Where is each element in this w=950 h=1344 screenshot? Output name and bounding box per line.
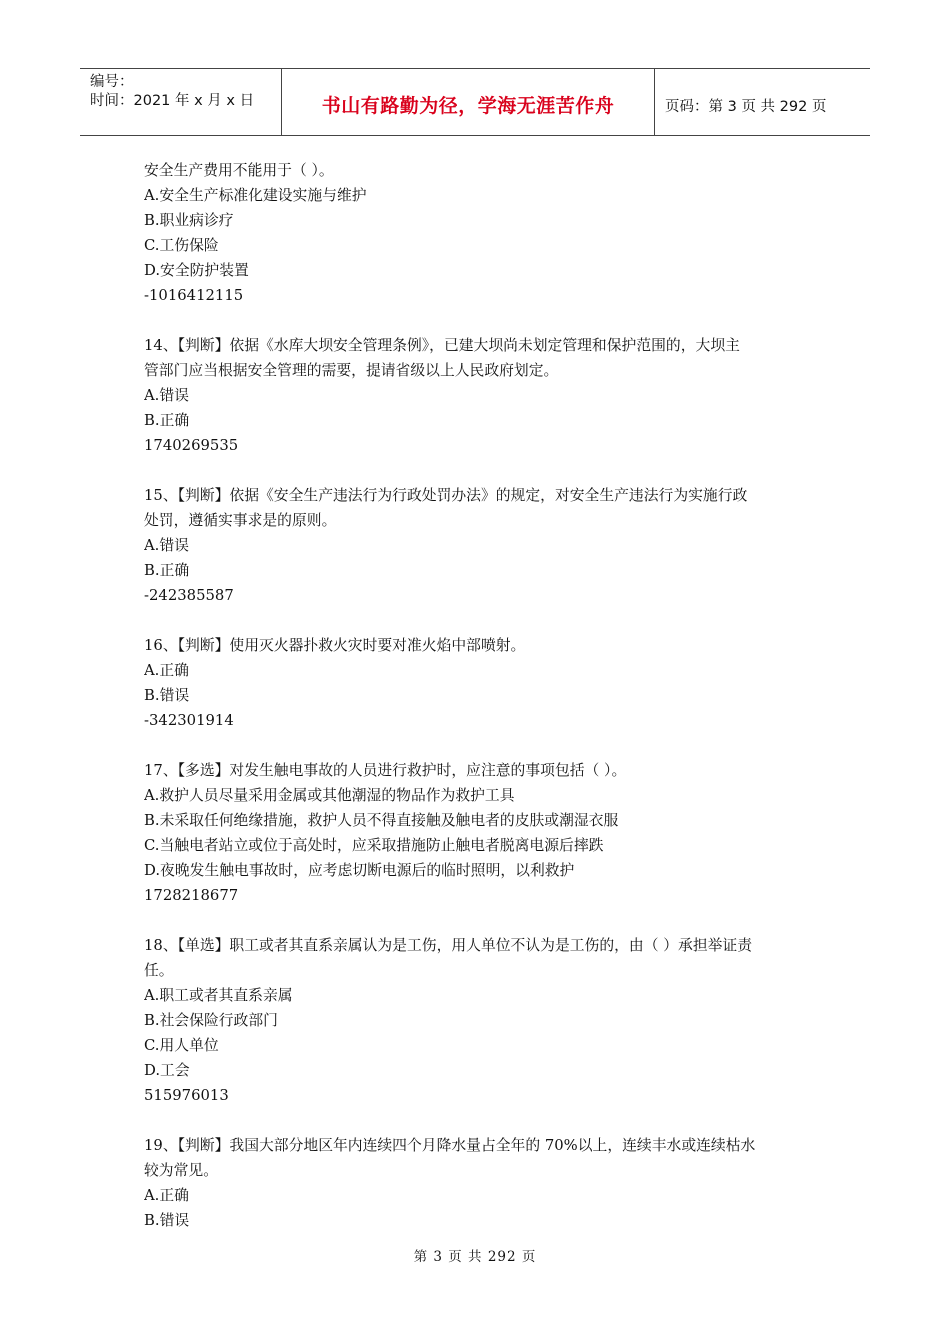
text-line: B.社会保险行政部门 <box>144 1012 278 1029</box>
text-line: 515976013 <box>144 1087 229 1104</box>
text-line: A.错误 <box>144 537 189 554</box>
header-meta <box>80 69 282 135</box>
text-line: 16、【判断】使用灭火器扑救火灾时要对准火焰中部喷射。 <box>144 637 526 654</box>
paragraph-gap <box>144 458 816 483</box>
text-line: A.安全生产标准化建设实施与维护 <box>144 187 367 204</box>
text-line: -1016412115 <box>144 287 244 304</box>
text-line: A.正确 <box>144 1187 189 1204</box>
paragraph-gap <box>144 908 816 933</box>
header-motto-cell <box>282 69 655 135</box>
text-line: B.未采取任何绝缘措施，救护人员不得直接触及触电者的皮肤或潮湿衣服 <box>144 812 619 829</box>
text-line: A.职工或者其直系亲属 <box>144 987 293 1004</box>
text-line: 15、【判断】依据《安全生产违法行为行政处罚办法》的规定，对安全生产违法行为实施行政 <box>144 487 748 504</box>
text-line: -342301914 <box>144 712 234 729</box>
text-line: 18、【单选】职工或者其直系亲属认为是工伤，用人单位不认为是工伤的，由（ ）承担举证责 <box>144 937 753 954</box>
text-line: 14、【判断】依据《水库大坝安全管理条例》，已建大坝尚未划定管理和保护范围的，大坝主 <box>144 337 740 354</box>
header-page-info: 页码：第 3 页 共 292 页 <box>665 99 827 115</box>
text-line: B.职业病诊疗 <box>144 212 234 229</box>
text-line: A.错误 <box>144 387 189 404</box>
page-header <box>80 68 870 136</box>
text-line: A.救护人员尽量采用金属或其他潮湿的物品作为救护工具 <box>144 787 515 804</box>
text-line: 处罚，遵循实事求是的原则。 <box>144 512 337 529</box>
text-line: 19、【判断】我国大部分地区年内连续四个月降水量占全年的 70%以上，连续丰水或连续枯水 <box>144 1137 756 1154</box>
paragraph-gap <box>144 608 816 633</box>
text-line: -242385587 <box>144 587 234 604</box>
text-line: D.工会 <box>144 1062 190 1079</box>
text-line: C.用人单位 <box>144 1037 219 1054</box>
paragraph-gap <box>144 733 816 758</box>
text-line: 17、【多选】对发生触电事故的人员进行救护时，应注意的事项包括（ ）。 <box>144 762 627 779</box>
text-line: B.正确 <box>144 562 190 579</box>
text-line: 管部门应当根据安全管理的需要，提请省级以上人民政府划定。 <box>144 362 559 379</box>
document-number-label: 编号： <box>90 74 134 90</box>
text-line: C.工伤保险 <box>144 237 219 254</box>
text-line: C.当触电者站立或位于高处时，应采取措施防止触电者脱离电源后摔跌 <box>144 837 604 854</box>
header-motto: 书山有路勤为径，学海无涯苦作舟 <box>321 94 615 117</box>
text-line: 1740269535 <box>144 437 239 454</box>
text-line: D.夜晚发生触电事故时，应考虑切断电源后的临时照明，以利救护 <box>144 862 575 879</box>
text-line: A.正确 <box>144 662 189 679</box>
document-date: 时间：2021 年 x 月 x 日 <box>90 93 255 109</box>
text-line: B.错误 <box>144 1212 190 1229</box>
text-line: 较为常见。 <box>144 1162 218 1179</box>
text-line: D.安全防护装置 <box>144 262 249 279</box>
paragraph-gap <box>144 308 816 333</box>
document-body <box>144 158 816 1233</box>
text-line: B.正确 <box>144 412 190 429</box>
paragraph-gap <box>144 1108 816 1133</box>
text-line: 安全生产费用不能用于（ ）。 <box>144 162 334 179</box>
text-line: 任。 <box>144 962 174 979</box>
text-line: B.错误 <box>144 687 190 704</box>
text-line: 1728218677 <box>144 887 239 904</box>
page-footer: 第 3 页 共 292 页 <box>413 1249 537 1265</box>
